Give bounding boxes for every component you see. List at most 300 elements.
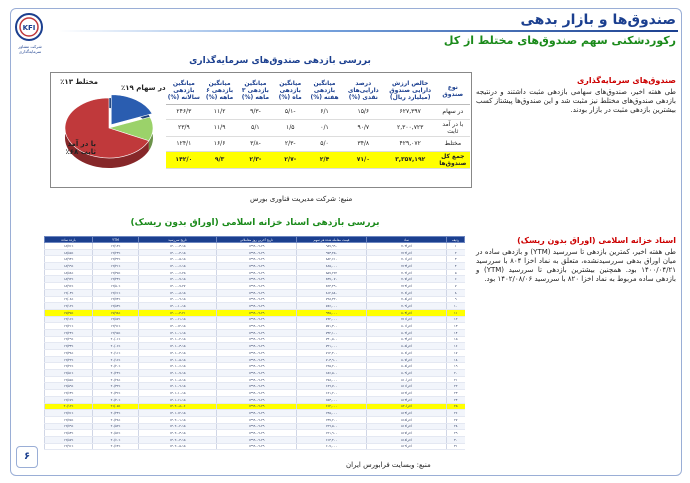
bonds-cell: ۶۷۸,۰۰۰	[297, 376, 367, 383]
funds-source-note: منبع: شرکت مدیریت فناوری بورس	[250, 195, 353, 203]
bonds-cell: ۶۱۲,۰۰۰	[297, 403, 367, 410]
bonds-cell: اخزا۷۰۲	[367, 269, 447, 276]
bonds-cell: ۳	[447, 256, 465, 263]
bonds-cell: ۱۳۹۹-۰۹-۲۹	[217, 410, 297, 417]
bonds-cell: اخزا۸۰۲	[367, 329, 447, 336]
funds-table-row	[166, 136, 470, 151]
bonds-cell: ۸	[447, 289, 465, 296]
bonds-cell: ۱۴۰۱-۰۴-۱۵	[139, 350, 217, 357]
bonds-cell: اخزا۸۰۶	[367, 350, 447, 357]
bonds-cell: اخزا۸۱۰	[367, 376, 447, 383]
bonds-table-row	[45, 283, 465, 290]
bonds-cell: ۱۹/۵۱٪	[45, 370, 93, 377]
bonds-cell: ۱۴	[447, 329, 465, 336]
bonds-cell: ۱۹/۱۴٪	[93, 243, 139, 250]
bonds-cell: ۱۳۹۹-۰۹-۲۹	[217, 296, 297, 303]
bonds-cell: ۱۹/۸۷٪	[45, 436, 93, 443]
funds-cell: ۶/۱	[307, 104, 342, 119]
bonds-cell: ۶۵۳,۰۰۰	[297, 396, 367, 403]
bonds-cell: ۲۰/۱۱٪	[93, 350, 139, 357]
bonds-cell: ۱۳۹۹-۰۹-۲۹	[217, 283, 297, 290]
bonds-table-row	[45, 396, 465, 403]
bonds-cell: ۱۹/۳۵٪	[93, 269, 139, 276]
bonds-table-row	[45, 403, 465, 410]
bonds-cell: ۱۴۰۰-۱۱-۱۵	[139, 316, 217, 323]
bonds-cell: ۷	[447, 283, 465, 290]
bonds-cell: ۱۷/۳۵٪	[45, 309, 93, 316]
funds-cell: ۲۴۶/۳	[166, 104, 202, 119]
funds-col-header: میانگین بازدهی ۳ ماهه (%)	[238, 78, 274, 104]
bonds-cell: ۱۳۹۹-۰۹-۲۹	[217, 376, 297, 383]
title-divider	[58, 30, 678, 32]
bonds-cell: ۲۰/۲۸٪	[93, 376, 139, 383]
bonds-table-row	[45, 383, 465, 390]
bonds-cell: اخزا۷۱۴	[367, 283, 447, 290]
funds-total-cell: -۲/۳	[238, 151, 274, 168]
bonds-cell: ۱۹/۳۸٪	[45, 350, 93, 357]
funds-total-cell: جمع کل صندوق‌ها	[436, 151, 470, 168]
funds-col-header: درصد دارایی‌های نقدی (%)	[342, 78, 385, 104]
bonds-cell: ۱۴۰۲-۰۱-۱۵	[139, 416, 217, 423]
funds-cell: ۴۲۹,۰۷۲	[385, 136, 436, 151]
bonds-col-header: YTM	[93, 237, 139, 243]
bonds-table-row	[45, 329, 465, 336]
treasury-bonds-table	[44, 236, 465, 450]
funds-cell: با در آمد ثابت	[436, 119, 470, 136]
bonds-cell: اخزا۷۰۱	[367, 256, 447, 263]
funds-cell: -۳/۸	[238, 136, 274, 151]
bonds-table-row	[45, 430, 465, 437]
bonds-cell: ۱۷/۹۸٪	[93, 309, 139, 316]
bonds-cell: ۱۴۰۱-۱۰-۱۵	[139, 390, 217, 397]
funds-cell: -۹/۳	[238, 104, 274, 119]
pie-label-mixed: مختلط ۱۳٪	[60, 78, 98, 86]
bonds-cell: ۲۰/۴۰٪	[93, 396, 139, 403]
bonds-cell: ۱۹/۶۷٪	[45, 396, 93, 403]
bonds-cell: ۱۳۹۹-۰۹-۲۹	[217, 256, 297, 263]
bonds-cell: ۱۹/۴۴٪	[93, 276, 139, 283]
funds-cell: ۱/۵	[273, 119, 307, 136]
bonds-cell: ۱۳۹۹-۰۹-۲۹	[217, 436, 297, 443]
bonds-cell: ۱۴۰۲-۰۴-۱۵	[139, 436, 217, 443]
bonds-cell: ۷۳۰,۵۰۰	[297, 336, 367, 343]
bonds-table-row	[45, 296, 465, 303]
bonds-cell: ۲۱	[447, 376, 465, 383]
bonds-cell: اخزا۸۰۴	[367, 309, 447, 316]
funds-table-row	[166, 104, 470, 119]
bonds-cell: ۱۹/۴۶٪	[45, 363, 93, 370]
bonds-cell: ۶	[447, 276, 465, 283]
bonds-cell: ۲	[447, 249, 465, 256]
bonds-source-note: منبع: وبسایت فرابورس ایران	[346, 461, 431, 469]
bonds-cell: ۱۴۰۰-۰۴-۱۵	[139, 249, 217, 256]
bonds-cell: ۱۳۹۹-۰۹-۲۹	[217, 390, 297, 397]
bonds-cell: ۶۶۹,۷۰۰	[297, 383, 367, 390]
bonds-cell: ۱۹/۲۹٪	[45, 336, 93, 343]
funds-cell: ۵/۱	[238, 119, 274, 136]
funds-total-cell: -۲/۷	[273, 151, 307, 168]
bonds-cell: ۹۷۳,۴۵۰	[297, 249, 367, 256]
bonds-cell: ۲۰/۰۱٪	[93, 336, 139, 343]
funds-cell: ۳۴/۸	[342, 136, 385, 151]
bonds-cell: ۱۹	[447, 363, 465, 370]
bonds-cell: ۱۳۹۹-۰۹-۲۹	[217, 276, 297, 283]
funds-col-header: نوع صندوق	[436, 78, 470, 104]
bonds-cell: ۱۸/۸۸٪	[45, 269, 93, 276]
bonds-cell: ۱۳۹۹-۰۹-۲۹	[217, 303, 297, 310]
bonds-table-row	[45, 249, 465, 256]
bonds-cell: اخزا۷۱۳	[367, 263, 447, 270]
bonds-cell: ۱۴۰۲-۰۳-۱۵	[139, 430, 217, 437]
bonds-table-row	[45, 376, 465, 383]
bonds-cell: ۲۳	[447, 390, 465, 397]
bonds-cell: ۱۵	[447, 336, 465, 343]
funds-cell: ۶۲۷,۳۹۷	[385, 104, 436, 119]
funds-cell: -۵/۱	[273, 104, 307, 119]
page-number: ۶	[16, 446, 38, 468]
bonds-cell: ۱۳۹۹-۰۹-۲۹	[217, 356, 297, 363]
bonds-cell: ۱۴۰۰-۰۶-۱۵	[139, 263, 217, 270]
bonds-cell: ۱۹/۷۴٪	[93, 296, 139, 303]
bonds-cell: اخزا۸۲۰	[367, 403, 447, 410]
funds-col-header: میانگین بازدهی هفته (%)	[307, 78, 342, 104]
bonds-cell: ۷۲۱,۰۰۰	[297, 343, 367, 350]
bonds-cell: ۱۳۹۹-۰۹-۲۹	[217, 423, 297, 430]
bonds-cell: ۲۰/۰۶٪	[93, 343, 139, 350]
bonds-cell: ۷۴۲,۱۰۰	[297, 329, 367, 336]
bonds-cell: ۱۳۹۹-۰۹-۲۹	[217, 243, 297, 250]
bonds-table-row	[45, 436, 465, 443]
bonds-cell: ۱۹/۱۲٪	[45, 303, 93, 310]
bonds-cell: اخزا۸۱۶	[367, 423, 447, 430]
funds-col-header: میانگین بازدهی ماه (%)	[273, 78, 307, 104]
bonds-cell: ۶۰۷,۰۰۰	[297, 443, 367, 450]
bonds-cell: اخزا۸۰۹	[367, 370, 447, 377]
bonds-cell: ۱۰	[447, 303, 465, 310]
pie-label-equity: در سهام ۱۹٪	[121, 84, 166, 92]
bonds-col-header: ردیف	[447, 237, 465, 243]
bonds-cell: ۷۵۱,۳۰۰	[297, 323, 367, 330]
funds-cell: در سهام	[436, 104, 470, 119]
company-logo-icon	[14, 12, 44, 42]
bonds-table-row	[45, 343, 465, 350]
bonds-cell: ۱۳۹۹-۰۹-۲۹	[217, 383, 297, 390]
bonds-cell: ۵	[447, 269, 465, 276]
bonds-cell: ۱۹/۹۵٪	[93, 329, 139, 336]
bonds-cell: ۱۴۰۲-۰۲-۱۵	[139, 423, 217, 430]
bonds-cell: ۶۴۵,۰۰۰	[297, 410, 367, 417]
bonds-cell: اخزا۷۰۶	[367, 289, 447, 296]
bonds-cell: ۱۳۹۹-۰۹-۲۹	[217, 396, 297, 403]
svg-text:KFI: KFI	[22, 24, 36, 32]
bonds-cell: ۱۹/۲۴٪	[45, 329, 93, 336]
bonds-cell: ۱۴۰۰-۰۴-۲۱	[139, 309, 217, 316]
bonds-cell: ۱۲	[447, 316, 465, 323]
bonds-table-row	[45, 423, 465, 430]
funds-total-cell: ۱۴۲/۰	[166, 151, 202, 168]
bonds-cell: اخزا۷۰۹	[367, 303, 447, 310]
bonds-cell: ۱۴۰۲-۰۸-۰۶	[139, 403, 217, 410]
funds-col-header: خالص ارزش دارایی صندوق (میلیارد ریال)	[385, 78, 436, 104]
bonds-cell: ۱۶	[447, 343, 465, 350]
bonds-side-heading: اسناد خزانه اسلامی (اوراق بدون ریسک)	[517, 236, 676, 245]
bonds-table-row	[45, 363, 465, 370]
bonds-cell: اخزا۸۱۲	[367, 390, 447, 397]
bonds-cell: ۱۹/۶۳٪	[45, 390, 93, 397]
bonds-cell: ۱۳	[447, 323, 465, 330]
bonds-cell: اخزا۷۰۸	[367, 296, 447, 303]
bonds-cell: ۱۹/۹۱٪	[45, 443, 93, 450]
bonds-cell: ۱۴۰۱-۰۳-۱۵	[139, 343, 217, 350]
funds-total-cell: ۹/۳	[202, 151, 238, 168]
bonds-cell: ۹۸۷,۹۹۰	[297, 243, 367, 250]
funds-returns-table	[166, 78, 470, 169]
funds-cell: ۰/۱	[307, 119, 342, 136]
funds-cell: ۲,۳۰۰,۷۲۳	[385, 119, 436, 136]
bonds-cell: ۱۴۰۱-۰۶-۱۵	[139, 363, 217, 370]
bonds-cell: اخزا۷۱۱	[367, 316, 447, 323]
bonds-cell: ۱۹/۸۷٪	[93, 316, 139, 323]
bonds-cell: ۲۶	[447, 410, 465, 417]
bonds-table-row	[45, 316, 465, 323]
bonds-cell: ۲۰/۱۲٪	[45, 403, 93, 410]
bonds-cell: ۸۱۲,۸۸۰	[297, 289, 367, 296]
pie-label-fixed: با در آمد ثابت ۶۸٪	[65, 140, 96, 156]
bonds-cell: ۱۹/۲۳٪	[93, 249, 139, 256]
bonds-cell: ۱۹/۲۱٪	[45, 323, 93, 330]
bonds-cell: اخزا۸۱۷	[367, 430, 447, 437]
bonds-cell: ۱۴۰۰-۱۲-۱۵	[139, 323, 217, 330]
bonds-table-row	[45, 350, 465, 357]
page-subtitle: رکوردشکنی سهم صندوق‌های مختلط از کل	[443, 34, 676, 47]
bonds-cell: ۱۴۰۱-۰۹-۱۵	[139, 383, 217, 390]
bonds-col-header: نماد	[367, 237, 447, 243]
funds-col-header: میانگین بازدهی ۶ ماهه (%)	[202, 78, 238, 104]
bonds-cell: ۱۳۹۹-۰۹-۲۹	[217, 329, 297, 336]
bonds-cell: ۱۳۹۹-۰۹-۲۹	[217, 263, 297, 270]
bonds-cell: ۱۸/۹۴٪	[45, 256, 93, 263]
bonds-cell: ۱۹/۸۳٪	[45, 430, 93, 437]
bonds-cell: ۲۰	[447, 370, 465, 377]
bonds-cell: ۱۳۹۹-۰۹-۲۹	[217, 416, 297, 423]
bonds-col-header: قیمت معامله شده هر سهم	[297, 237, 367, 243]
bonds-cell: ۱۳۹۹-۰۹-۲۹	[217, 336, 297, 343]
bonds-cell: ۷۸۶,۰۰۰	[297, 303, 367, 310]
funds-cell: ۱۲۴/۱	[166, 136, 202, 151]
funds-cell: ۲۳/۹	[166, 119, 202, 136]
bonds-cell: اخزا۸۱۸	[367, 436, 447, 443]
funds-side-heading: صندوق‌های سرمایه‌گذاری	[576, 76, 676, 85]
bonds-cell: ۸۲۴,۴۹۰	[297, 283, 367, 290]
bonds-table-row	[45, 323, 465, 330]
bonds-cell: اخزا۷۱۲	[367, 249, 447, 256]
bonds-table-row	[45, 269, 465, 276]
bonds-cell: ۸۳۷,۰۷۰	[297, 276, 367, 283]
funds-total-cell: ۳,۳۵۷,۱۹۲	[385, 151, 436, 168]
funds-side-text: طی هفته اخیر، صندوق‌های سهامی بازدهی مثبت داشتند و درنتیجه بازدهی صندوق‌های مختلط نیز مثبت شد و این صندوق‌ها پیشتاز کسب بیشترین بازدهی مثبت در بازار بودند.	[476, 88, 676, 114]
bonds-cell: ۱۴۰۰-۰۸-۱۵	[139, 289, 217, 296]
bonds-cell: ۱۴۰۰-۰۷-۲۷	[139, 283, 217, 290]
bonds-cell: ۱۸/۹۲٪	[45, 276, 93, 283]
bonds-cell: ۱۹/۵۵٪	[45, 376, 93, 383]
bonds-cell: ۱۴۰۱-۰۱-۱۵	[139, 329, 217, 336]
bonds-cell: ۱۹/۳۲٪	[93, 256, 139, 263]
bonds-cell: ۸۸۲,۶۱۰	[297, 256, 367, 263]
bonds-cell: ۶۸۶,۵۰۰	[297, 370, 367, 377]
bonds-cell: ۱۴۰۱-۰۸-۱۵	[139, 376, 217, 383]
bonds-cell: ۱۴۰۲-۰۵-۱۵	[139, 443, 217, 450]
bonds-cell: ۱۹/۷۱٪	[45, 410, 93, 417]
funds-cell: ۱۱/۲	[202, 104, 238, 119]
bonds-table-row	[45, 443, 465, 450]
funds-cell: مختلط	[436, 136, 470, 151]
bonds-cell: ۶۶۱,۲۰۰	[297, 390, 367, 397]
bonds-cell: ۶۱۴,۴۰۰	[297, 436, 367, 443]
bonds-cell: ۱۳۹۹-۰۹-۲۹	[217, 323, 297, 330]
bonds-cell: ۱۳۹۹-۰۹-۲۹	[217, 316, 297, 323]
bonds-cell: ۱۳۹۹-۰۹-۲۹	[217, 363, 297, 370]
bonds-cell: ۲۲	[447, 383, 465, 390]
bonds-cell: ۱۴۰۱-۰۷-۱۵	[139, 370, 217, 377]
bonds-cell: ۱۳۹۹-۰۹-۲۹	[217, 249, 297, 256]
bonds-cell: اخزا۸۱۱	[367, 383, 447, 390]
bonds-cell: ۳۰	[447, 436, 465, 443]
bonds-cell: اخزا۸۰۸	[367, 363, 447, 370]
bonds-cell: ۲۱/۰۵٪	[93, 403, 139, 410]
funds-cell: ۵/۰	[307, 136, 342, 151]
fund-share-pie-chart	[53, 76, 165, 184]
bonds-table-row	[45, 336, 465, 343]
bonds-cell: اخزا۸۰۳	[367, 336, 447, 343]
bonds-cell: ۲۰/۲۰٪	[93, 363, 139, 370]
bonds-section-title: بررسی بازدهی اسناد خزانه اسلامی (اوراق بدون ریسک)	[130, 218, 380, 228]
bonds-cell: اخزا۸۱۴	[367, 410, 447, 417]
bonds-cell: ۲۴	[447, 396, 465, 403]
funds-col-header: میانگین بازدهی سالانه (%)	[166, 78, 202, 104]
bonds-cell: ۱۳۹۹-۰۹-۲۹	[217, 403, 297, 410]
bonds-cell: اخزا۸۱۵	[367, 416, 447, 423]
bonds-cell: ۲۰/۴۴٪	[93, 410, 139, 417]
bonds-table-row	[45, 243, 465, 250]
bonds-side-text: طی هفته اخیر، کمترین بازدهی تا سررسید (YTM) و بازدهی ساده در میان اوراق بدهی سررسیدنشده، متعلق به نماد اخزا ۸۰۴ با سررسید ۱۴۰۰/۰۴/۲۱ بود. همچنین بیشترین بازدهی تا سررسید (YTM) و بازدهی ساده مربوط به نماد اخزا ۸۲۰ با سررسید ۱۴۰۲/۰۸/۰۶ بود.	[476, 248, 677, 283]
bonds-cell: ۲۰/۳۶٪	[93, 390, 139, 397]
funds-table-row	[166, 119, 470, 136]
bonds-cell: ۸۵۷,۲۶۲	[297, 269, 367, 276]
bonds-cell: ۱۸/۹۹٪	[45, 263, 93, 270]
funds-cell: ۱۶/۶	[202, 136, 238, 151]
bonds-cell: ۲۰/۶۰٪	[93, 436, 139, 443]
funds-cell: ۱۵/۶	[342, 104, 385, 119]
bonds-cell: ۶۳۷,۲۰۰	[297, 416, 367, 423]
bonds-cell: ۲۰/۵۶٪	[93, 430, 139, 437]
bonds-cell: ۱۹/۵۹٪	[45, 383, 93, 390]
bonds-table-row	[45, 410, 465, 417]
bonds-cell: ۱	[447, 243, 465, 250]
bonds-cell: ۲۰/۳۲٪	[93, 383, 139, 390]
bonds-cell: ۱۴۰۱-۰۵-۱۵	[139, 356, 217, 363]
funds-table-header	[166, 78, 470, 104]
bonds-cell: ۱۹/۳۳٪	[45, 343, 93, 350]
funds-total-row	[166, 151, 470, 168]
bonds-cell: ۱۴۰۰-۰۳-۱۵	[139, 243, 217, 250]
logo-caption: شرکت مشاور سرمایه‌گذاری	[18, 44, 42, 54]
funds-total-cell: ۲/۴	[307, 151, 342, 168]
bonds-cell: ۱۹/۱۶٪	[45, 316, 93, 323]
bonds-cell: ۱۹/۹۱٪	[93, 323, 139, 330]
bonds-cell: ۱۴۰۱-۱۲-۱۵	[139, 410, 217, 417]
bonds-col-header: بازده ساده	[45, 237, 93, 243]
bonds-cell: ۲۰/۲۴٪	[93, 370, 139, 377]
bonds-cell: ۱۳۹۹-۰۹-۲۹	[217, 309, 297, 316]
bonds-cell: ۱۹/۴۲٪	[45, 356, 93, 363]
bonds-cell: اخزا۷۰۷	[367, 276, 447, 283]
bonds-cell: ۴	[447, 263, 465, 270]
bonds-cell: ۱۴۰۱-۰۲-۱۵	[139, 336, 217, 343]
bonds-cell: ۱۹/۰۸٪	[45, 296, 93, 303]
bonds-cell: ۲۵	[447, 403, 465, 410]
funds-cell: ۱۱/۹	[202, 119, 238, 136]
page-title: صندوق‌ها و بازار بدهی	[520, 12, 676, 28]
bonds-cell: ۱۳۹۹-۰۹-۲۹	[217, 370, 297, 377]
bonds-table-row	[45, 303, 465, 310]
bonds-table-row	[45, 390, 465, 397]
bonds-cell: ۱۳۹۹-۰۹-۲۹	[217, 443, 297, 450]
bonds-table-row	[45, 416, 465, 423]
bonds-col-header: تاریخ آخرین روز معاملاتی	[217, 237, 297, 243]
bonds-cell: ۱۳۹۹-۰۹-۲۹	[217, 289, 297, 296]
bonds-cell: ۸۶۵,۰۰۰	[297, 263, 367, 270]
bonds-table-row	[45, 263, 465, 270]
bonds-cell: ۲۰/۱۶٪	[93, 356, 139, 363]
bonds-cell: ۱۸	[447, 356, 465, 363]
bonds-cell: ۱۴۰۰-۱۰-۱۵	[139, 303, 217, 310]
bonds-cell: ۷۹۸,۳۲۰	[297, 296, 367, 303]
bonds-cell: ۷۰۳,۹۰۰	[297, 356, 367, 363]
bonds-cell: ۱۴۰۰-۰۹-۱۵	[139, 296, 217, 303]
bonds-cell: اخزا۸۰۷	[367, 356, 447, 363]
funds-cell: ۹۰/۷	[342, 119, 385, 136]
bonds-cell: ۱۸/۹۶٪	[45, 283, 93, 290]
bonds-cell: ۲۸	[447, 423, 465, 430]
bonds-cell: ۱۸/۷۱٪	[45, 243, 93, 250]
funds-cell: -۲/۳	[273, 136, 307, 151]
bonds-cell: ۱۹/۸۳٪	[93, 303, 139, 310]
bonds-cell: ۱۹/۴۱٪	[93, 263, 139, 270]
bonds-cell: ۱۳۹۹-۰۹-۲۹	[217, 430, 297, 437]
bonds-cell: ۲۷	[447, 416, 465, 423]
bonds-cell: اخزا۸۱۹	[367, 443, 447, 450]
bonds-cell: ۱۹/۷۵٪	[45, 416, 93, 423]
bonds-cell: ۱۸/۸۵٪	[45, 249, 93, 256]
bonds-cell: ۱۴۰۰-۰۵-۱۵	[139, 256, 217, 263]
bonds-table-row	[45, 356, 465, 363]
bonds-cell: ۲۰/۵۲٪	[93, 423, 139, 430]
bonds-cell: ۱۱	[447, 309, 465, 316]
bonds-cell: ۱۳۹۹-۰۹-۲۹	[217, 350, 297, 357]
bonds-table-row	[45, 276, 465, 283]
bonds-table-row	[45, 256, 465, 263]
bonds-cell: ۱۳۹۹-۰۹-۲۹	[217, 343, 297, 350]
bonds-cell: ۷۶۲,۰۰۰	[297, 316, 367, 323]
bonds-cell: ۱۹/۰۳٪	[45, 289, 93, 296]
bonds-table-row	[45, 289, 465, 296]
funds-section-title: بررسی بازدهی صندوق‌های سرمایه‌گذاری	[189, 56, 371, 66]
bonds-cell: ۲۹	[447, 430, 465, 437]
bonds-cell: ۶۹۵,۲۰۰	[297, 363, 367, 370]
bonds-cell: ۱۳۹۹-۰۹-۲۹	[217, 269, 297, 276]
bonds-table-row	[45, 309, 465, 316]
bonds-table-row	[45, 370, 465, 377]
